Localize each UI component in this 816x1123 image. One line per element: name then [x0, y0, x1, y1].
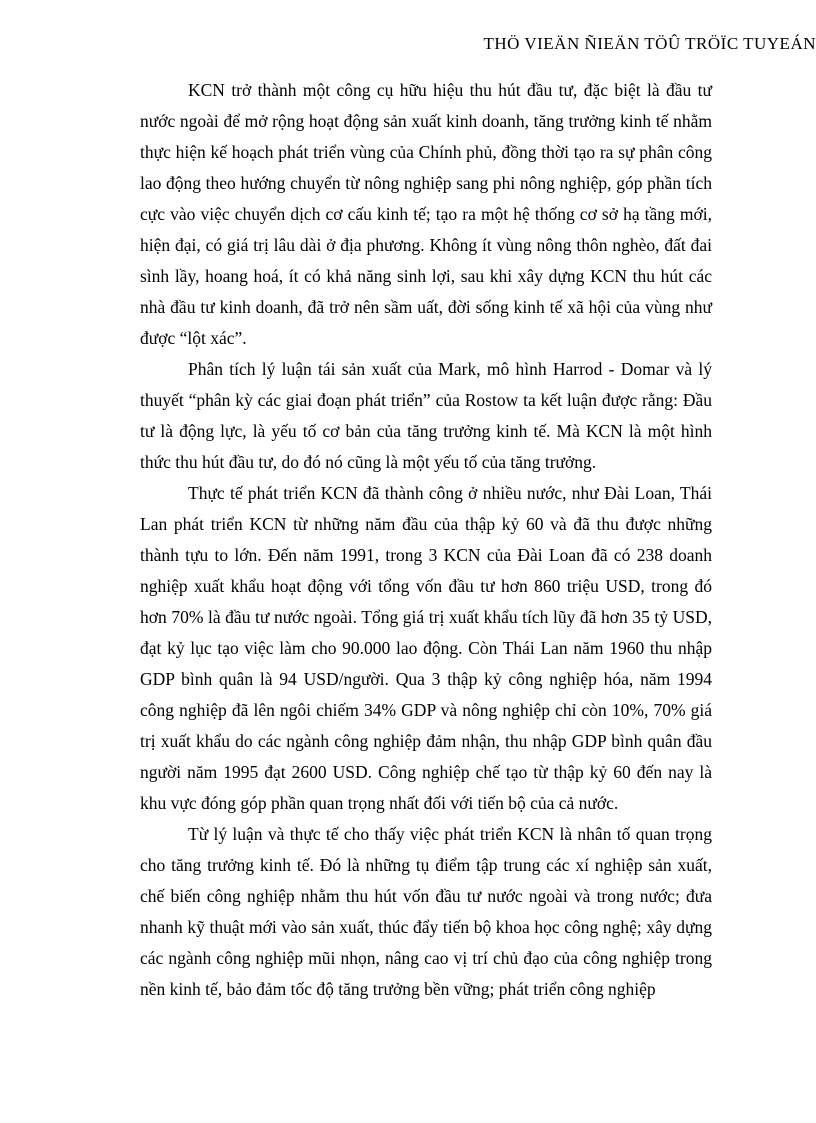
page-body	[140, 75, 712, 1005]
paragraph-4: Từ lý luận và thực tế cho thấy việc phát triển KCN là nhân tố quan trọng cho tăng trưởng kinh tế. Đó là những tụ điểm tập trung các xí nghiệp sản xuất, chế biến công nghiệp nhằm thu hút vốn đầu tư nước ngoài và trong nước; đưa nhanh kỹ thuật mới vào sản xuất, thúc đẩy tiến bộ khoa học công nghệ; xây dựng các ngành công nghiệp mũi nhọn, nâng cao vị trí chủ đạo của công nghiệp trong nền kinh tế, bảo đảm tốc độ tăng trưởng bền vững; phát triển công nghiệp	[140, 824, 712, 999]
paragraph-3: Thực tế phát triển KCN đã thành công ở nhiều nước, như Đài Loan, Thái Lan phát triển KCN từ những năm đầu của thập kỷ 60 và đã thu được những thành tựu to lớn. Đến năm 1991, trong 3 KCN của Đài Loan đã có 238 doanh nghiệp xuất khẩu hoạt động với tổng vốn đầu tư hơn 860 triệu USD, trong đó hơn 70% là đầu tư nước ngoài. Tổng giá trị xuất khẩu tích lũy đã hơn 35 tỷ USD, đạt kỷ lục tạo việc làm cho 90.000 lao động. Còn Thái Lan năm 1960 thu nhập GDP bình quân là 94 USD/người. Qua 3 thập kỷ công nghiệp hóa, năm 1994 công nghiệp đã lên ngôi chiếm 34% GDP và nông nghiệp chỉ còn 10%, 70% giá trị xuất khẩu do các ngành công nghiệp đảm nhận, thu nhập GDP bình quân đầu người năm 1995 đạt 2600 USD. Công nghiệp chế tạo từ thập kỷ 60 đến nay là khu vực đóng góp phần quan trọng nhất đối với tiến bộ của cả nước.	[140, 483, 712, 813]
page-header: THÖ VIEÄN ÑIEÄN TÖÛ TRÖÏC TUYEÁN	[483, 34, 816, 53]
paragraph-2: Phân tích lý luận tái sản xuất của Mark, mô hình Harrod - Domar và lý thuyết “phân kỳ các giai đoạn phát triển” của Rostow ta kết luận được rằng: Đầu tư là động lực, là yếu tố cơ bản của tăng trưởng kinh tế. Mà KCN là một hình thức thu hút đầu tư, do đó nó cũng là một yếu tố của tăng trưởng.	[140, 359, 712, 472]
paragraph-1: KCN trở thành một công cụ hữu hiệu thu hút đầu tư, đặc biệt là đầu tư nước ngoài để mở rộng hoạt động sản xuất kinh doanh, tăng trưởng kinh tế nhằm thực hiện kế hoạch phát triển vùng của Chính phủ, đồng thời tạo ra sự phân công lao động theo hướng chuyển từ nông nghiệp sang phi nông nghiệp, góp phần tích cực vào việc chuyển dịch cơ cấu kinh tế; tạo ra một hệ thống cơ sở hạ tầng mới, hiện đại, có giá trị lâu dài ở địa phương. Không ít vùng nông thôn nghèo, đất đai sình lầy, hoang hoá, ít có khả năng sinh lợi, sau khi xây dựng KCN thu hút các nhà đầu tư kinh doanh, đã trở nên sầm uất, đời sống kinh tế xã hội của vùng như được “lột xác”.	[140, 80, 712, 348]
